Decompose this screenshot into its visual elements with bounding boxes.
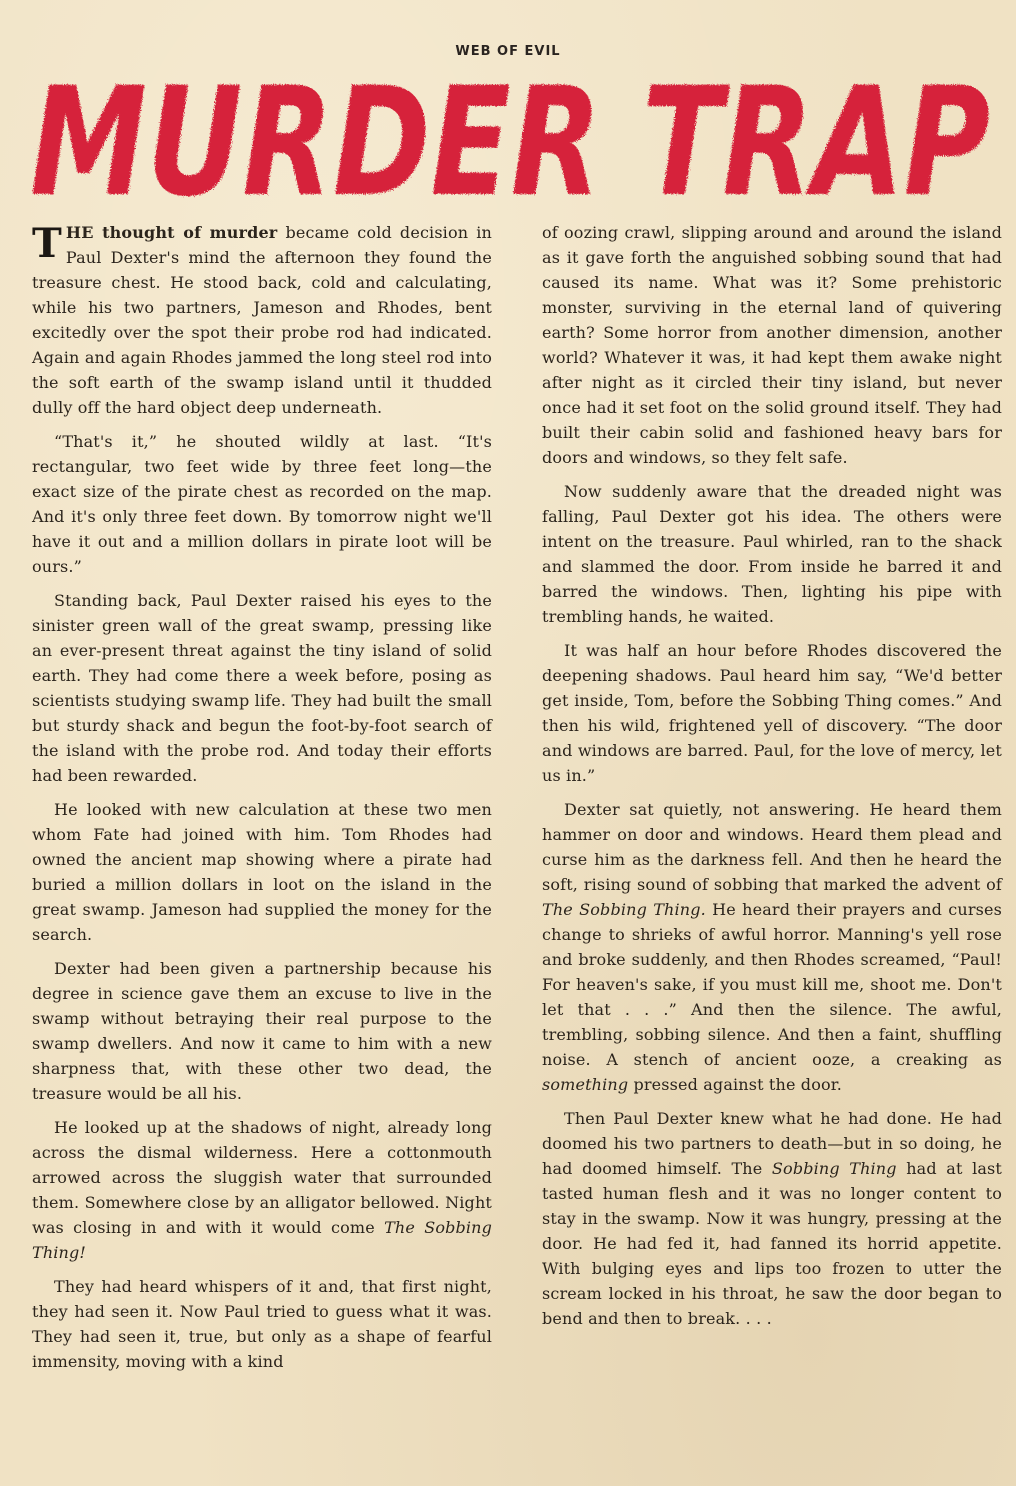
paragraph-text: became cold decision in Paul Dexter's mind the afternoon they found the treasure chest. He stood back, cold and calculating, while his two partners, Jameson and Rhodes, bent excitedly over the spot their probe rod had indicated. Again and again Rhodes jammed the long steel rod into the soft earth of the swamp island until it thudded dully off the hard object deep underneath.: [32, 223, 492, 417]
paragraph: Dexter had been given a partnership because his degree in science gave them an excuse to live in the swamp without betraying their real purpose to the swamp dwellers. And now it came to him with a new sharpness that, with these other two dead, the treasure would be all his.: [32, 959, 492, 1103]
paragraph: They had heard whispers of it and, that first night, they had seen it. Now Paul tried to guess what it was. They had seen it, true, but only as a shape of fearful immensity, moving with a kind: [32, 1277, 492, 1371]
paragraph: [542, 1106, 1002, 1331]
italic-text: Sobbing Thing: [771, 1159, 897, 1178]
italic-text: something: [542, 1075, 629, 1094]
paragraph: [32, 220, 492, 420]
drop-cap: T: [32, 220, 62, 267]
paragraph: [542, 797, 1002, 1097]
opening-words: HE thought of murder: [65, 223, 278, 242]
italic-text: The Sobbing Thing!: [32, 1218, 492, 1262]
paragraph: Standing back, Paul Dexter raised his eyes to the sinister green wall of the great swamp, pressing like an ever-present threat against the tiny island of solid earth. They had come there a week before, posing as scientists studying swamp life. They had built the small but sturdy shack and begun the foot-by-foot search of the island with the probe rod. And today their efforts had been rewarded.: [32, 591, 492, 785]
paragraph-text: Then Paul Dexter knew what he had done. He had doomed his two partners to death—but in so doing, he had doomed himself. The: [542, 1109, 1002, 1178]
series-name: WEB OF EVIL: [455, 44, 561, 59]
paragraph-text: Dexter sat quietly, not answering. He heard them hammer on door and windows. Heard them plead and curse him as the darkness fell. And then he heard the soft, rising sound of sobbing that marked the advent of: [542, 800, 1002, 894]
paragraph: [32, 1115, 492, 1265]
paragraph: He looked with new calculation at these two men whom Fate had joined with him. Tom Rhodes had owned the ancient map showing where a pirate had buried a million dollars in loot on the island in the great swamp. Jameson had supplied the money for the search.: [32, 800, 492, 944]
paragraph: of oozing crawl, slipping around and around the island as it gave forth the anguished sobbing sound that had caused its name. What was it? Some prehistoric monster, surviving in the eternal land of quivering earth? Some horror from another dimension, another world? Whatever it was, it had kept them awake night after night as it circled their tiny island, but never once had it set foot on the solid ground itself. They had built their cabin solid and fashioned heavy bars for doors and windows, so they felt safe.: [542, 223, 1002, 467]
story-title-graphic: [20, 44, 1000, 214]
left-column: [32, 220, 492, 1383]
paragraph-text: He heard their prayers and curses change to shrieks of awful horror. Manning's yell rose and broke suddenly, and then Rhodes screamed, “Paul! For heaven's sake, if you must kill me, shoot me. Don't let that . . .” And then the silence. The awful, trembling, sobbing silence. And then a faint, shuffling noise. A stench of ancient ooze, a creaking as: [542, 900, 1002, 1069]
right-column: [542, 220, 1002, 1340]
paragraph-text: had at last tasted human flesh and it was no longer content to stay in the swamp. Now it was hungry, pressing at the door. He had fed it, had fanned its horrid appetite. With bulging eyes and lips too frozen to utter the scream locked in his throat, he saw the door began to bend and then to break. . . .: [542, 1159, 1002, 1328]
paragraph: “That's it,” he shouted wildly at last. “It's rectangular, two feet wide by three feet long—the exact size of the pirate chest as recorded on the map. And it's only three feet down. By tomorrow night we'll have it out and a million dollars in pirate loot will be ours.”: [32, 432, 492, 576]
paragraph-text: He looked up at the shadows of night, already long across the dismal wilderness. Here a cottonmouth arrowed across the sluggish water that surrounded them. Somewhere close by an alligator bellowed. Night was closing in and with it would come: [32, 1118, 492, 1237]
paragraph: Now suddenly aware that the dreaded night was falling, Paul Dexter got his idea. The others were intent on the treasure. Paul whirled, ran to the shack and slammed the door. From inside he barred it and barred the windows. Then, lighting his pipe with trembling hands, he waited.: [542, 482, 1002, 626]
story-title: [20, 44, 1000, 214]
story-title-text: MURDER TRAP: [30, 56, 990, 214]
paragraph-text: pressed against the door.: [628, 1075, 843, 1094]
italic-text: The Sobbing Thing.: [542, 900, 706, 919]
paragraph: It was half an hour before Rhodes discovered the deepening shadows. Paul heard him say, “We'd better get inside, Tom, before the Sobbing Thing comes.” And then his wild, frightened yell of discovery. “The door and windows are barred. Paul, for the love of mercy, let us in.”: [542, 641, 1002, 785]
